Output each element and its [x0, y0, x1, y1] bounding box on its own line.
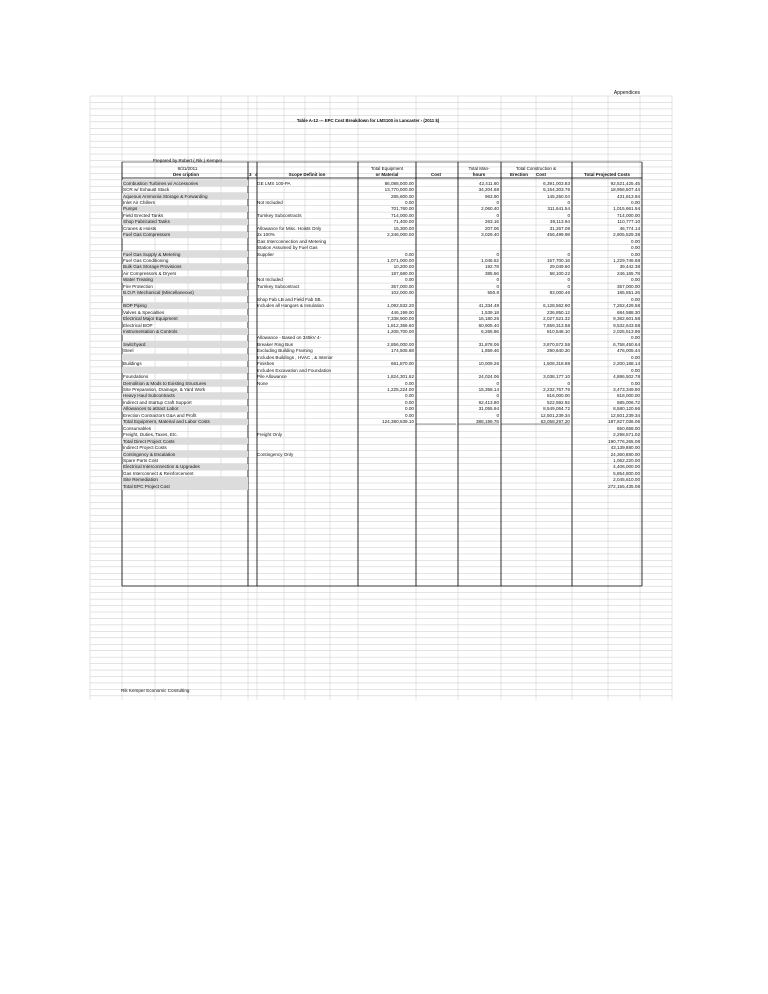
- row-manhours: 0: [496, 283, 499, 289]
- row-description: Air Compressors & Dryers: [123, 270, 177, 276]
- row-total-projected: 185,551.26: [617, 290, 640, 296]
- row-equipment-cost: 0.00: [405, 199, 414, 205]
- prepared-by: Prepared by Robert ( Rik ) Kemper: [152, 158, 223, 163]
- row-total-projected: 0.00: [631, 380, 640, 386]
- row-construction-cost: 3,038,177.10: [543, 374, 570, 380]
- row-construction-cost: 83,000.46: [549, 290, 570, 296]
- row-total-projected: 5,854,800.00: [613, 470, 640, 476]
- row-construction-cost: 29,049.60: [549, 264, 570, 270]
- row-total-projected: 4,406,000.00: [613, 464, 640, 470]
- row-equipment-cost: 124,380,539.10: [382, 419, 414, 425]
- row-total-projected: 0.00: [631, 245, 640, 251]
- row-equipment-cost: 0.00: [405, 277, 414, 283]
- row-manhours: 6,265.86: [481, 328, 499, 334]
- row-description: Pumps: [123, 206, 138, 212]
- row-equipment-cost: 1,092,532.20: [387, 303, 414, 309]
- row-equipment-cost: 446,199.00: [391, 309, 414, 315]
- row-equipment-cost: 285,600.00: [391, 193, 414, 199]
- row-total-projected: 3,473,349.90: [613, 387, 640, 392]
- row-description: Fire Protection: [123, 283, 153, 289]
- row-description: Erection Contractors G&A and Profit: [123, 412, 197, 418]
- row-equipment-cost: 71,400.00: [393, 219, 414, 225]
- row-construction-cost: 157,700.16: [547, 258, 570, 263]
- row-manhours: 2,060.40: [481, 206, 499, 212]
- row-shading: [122, 367, 248, 373]
- row-equipment-cost: 102,000.00: [391, 290, 414, 296]
- row-description: Field Erected Tanks: [123, 212, 164, 218]
- row-description: Total Direct Project Costs: [123, 438, 175, 444]
- row-equipment-cost: 701,760.00: [391, 206, 414, 212]
- row-construction-cost: 0: [567, 251, 570, 257]
- row-equipment-cost: 7,338,900.00: [387, 316, 414, 322]
- row-equipment-cost: 0.00: [405, 393, 414, 399]
- row-total-projected: 2,298,571.02: [613, 432, 640, 438]
- row-scope: GE LMS 100-PA: [257, 180, 291, 186]
- row-manhours: 207.06: [484, 225, 499, 231]
- row-scope: Contingency Only: [257, 451, 294, 457]
- row-total-projected: 92,521,425.45: [610, 180, 640, 186]
- row-equipment-cost: 0.00: [405, 412, 414, 418]
- row-manhours: 42,411.60: [478, 180, 499, 186]
- row-description: Fuel Gas Conditioning: [123, 258, 169, 263]
- row-total-projected: 110,777.10: [617, 219, 640, 225]
- row-scope: Shop Fab LB and Field Fab SB.: [257, 296, 322, 302]
- row-total-projected: 2,200,188.14: [613, 361, 640, 367]
- row-scope: Allowance for Misc. Hoists Only: [257, 225, 322, 231]
- row-description: Heavy Haul Subcontracts: [123, 393, 175, 399]
- row-equipment-cost: 0.00: [405, 251, 414, 257]
- row-construction-cost: 456,499.98: [547, 232, 570, 238]
- row-description: Shop Fabricated Tanks: [123, 219, 170, 225]
- row-equipment-cost: 1,812,366.60: [387, 322, 414, 328]
- row-description: Electrical BOP: [123, 322, 153, 328]
- row-total-projected: 585,006.72: [617, 399, 640, 405]
- col-header-projected: Total Projected Costs: [584, 172, 630, 177]
- row-scope: Station Assumed by Fuel Gas: [257, 245, 318, 251]
- row-description: B.O.P. Mechanical (Miscellaneous): [123, 290, 194, 296]
- prepared-date: 8/31/2011: [177, 166, 198, 171]
- row-manhours: 192.78: [484, 264, 499, 270]
- row-manhours: 385.56: [484, 270, 499, 276]
- row-equipment-cost: 357,000.00: [391, 283, 414, 289]
- row-construction-cost: 0: [567, 277, 570, 283]
- row-description: Contingency & Escalation: [123, 451, 176, 457]
- row-manhours: 0: [496, 251, 499, 257]
- row-total-projected: 684,588.30: [617, 309, 640, 315]
- row-construction-cost: 145,250.04: [547, 193, 570, 199]
- row-description: Combustion Turbines w/ Accessories: [123, 180, 199, 186]
- row-scope: Breaker Ring Bus: [257, 341, 294, 347]
- row-description: Water Treating: [123, 277, 153, 283]
- row-manhours: 0: [496, 212, 499, 218]
- row-description: SCR w/ Exhaust Stack: [123, 187, 170, 193]
- row-manhours: 0: [496, 277, 499, 283]
- row-construction-cost: 816,000.00: [547, 393, 570, 399]
- row-total-projected: 187,827,036.06: [608, 419, 640, 425]
- page-title: Table A-12 --- EPC Cost Breakdown for LMS100 in Lancaster - (2011 $): [296, 118, 440, 123]
- row-construction-cost: 8,549,064.72: [543, 406, 570, 412]
- row-construction-cost: 2,027,521.32: [543, 316, 570, 322]
- row-scope: Supplier: [257, 251, 274, 257]
- row-equipment-cost: 0.00: [405, 406, 414, 412]
- row-construction-cost: 3,870,572.58: [543, 341, 570, 347]
- row-construction-cost: 522,592.92: [547, 399, 570, 405]
- row-total-projected: 6,758,450.64: [613, 341, 640, 347]
- row-total-projected: 272,155,435.08: [608, 483, 640, 489]
- row-total-projected: 0.00: [631, 251, 640, 257]
- row-total-projected: 0.00: [631, 296, 640, 302]
- row-description: Buildings: [123, 361, 142, 367]
- row-total-projected: 650,658.00: [617, 425, 640, 431]
- row-manhours: 1,539.18: [481, 309, 499, 315]
- row-total-projected: 18,956,507.44: [610, 187, 640, 193]
- row-equipment-cost: 1,071,000.00: [387, 258, 414, 263]
- row-description: Indirect Project Costs: [123, 445, 167, 451]
- row-shading: [122, 354, 248, 360]
- row-scope: Pile Allowance: [257, 374, 287, 380]
- row-total-projected: 12,501,239.34: [610, 412, 640, 418]
- row-description: Valves & Specialties: [123, 309, 165, 315]
- row-scope: Gas Interconnection and Metering: [257, 238, 327, 244]
- row-description: Spare Parts Cost: [123, 457, 158, 463]
- row-total-projected: 0.00: [631, 354, 640, 360]
- row-total-projected: 39,442.38: [619, 264, 640, 270]
- col-header-manhours-top: Total Man-: [468, 166, 490, 171]
- row-description: Foundations: [123, 374, 149, 380]
- row-scope: Freight Only: [257, 432, 283, 438]
- row-description: Indirect and Startup Craft Support: [123, 399, 192, 405]
- row-total-projected: 8,580,120.66: [613, 406, 640, 412]
- row-total-projected: 246,165.78: [617, 270, 640, 276]
- row-construction-cost: 0: [567, 283, 570, 289]
- row-scope: None: [257, 380, 268, 386]
- row-description: Switchyard: [123, 341, 146, 347]
- row-equipment-cost: 0.00: [405, 399, 414, 405]
- row-total-projected: 0.00: [631, 199, 640, 205]
- row-manhours: 1,046.52: [481, 258, 499, 263]
- col-header-description: Des cription: [172, 172, 199, 177]
- row-manhours: 1,859.46: [481, 348, 499, 354]
- col-header-cost: Cost: [431, 172, 441, 177]
- row-total-projected: 431,813.94: [617, 193, 640, 199]
- row-total-projected: 9,382,601.58: [613, 316, 640, 322]
- row-equipment-cost: 681,870.00: [391, 361, 414, 367]
- row-total-projected: 0.00: [631, 238, 640, 244]
- row-scope: Allowance - Based on 345kV 4-: [257, 335, 322, 341]
- row-manhours: 263.16: [484, 219, 499, 225]
- row-total-projected: 46,774.14: [619, 225, 640, 231]
- row-equipment-cost: 15,300.00: [393, 225, 414, 231]
- row-manhours: 0: [496, 412, 499, 418]
- row-construction-cost: 63,058,297.20: [540, 419, 570, 425]
- row-manhours: 963.90: [484, 193, 499, 199]
- appendices-label: Appendices: [613, 90, 640, 96]
- row-equipment-cost: 174,505.68: [391, 348, 414, 354]
- row-construction-cost: 58,100.22: [549, 270, 570, 276]
- row-total-projected: 816,000.00: [617, 393, 640, 399]
- row-manhours: 62,413.80: [478, 399, 499, 405]
- row-total-projected: 7,262,429.58: [613, 303, 640, 309]
- footer-company: Rik Kemper Economic Consulting: [121, 688, 190, 693]
- row-manhours: 16,180.26: [478, 316, 499, 322]
- row-equipment-cost: 13,770,000.00: [384, 187, 414, 193]
- row-scope: Includes Buildings , HVAC , & Interior: [257, 354, 333, 360]
- row-total-projected: 0.00: [631, 335, 640, 341]
- row-manhours: 3,029.40: [481, 232, 499, 238]
- row-construction-cost: 6,391,003.83: [543, 180, 570, 186]
- row-scope: Not Included: [257, 199, 283, 205]
- row-description: Electrical Major Equipment: [123, 316, 178, 322]
- row-construction-cost: 31,267.08: [549, 225, 570, 231]
- row-construction-cost: 12,501,239.34: [540, 412, 570, 418]
- row-equipment-cost: 86,088,000.00: [384, 180, 414, 186]
- row-construction-cost: 290,640.30: [547, 348, 570, 354]
- row-total-projected: 0.00: [631, 367, 640, 373]
- row-description: Allowances to attract Labor: [123, 406, 179, 412]
- row-description: Inlet Air Chillers: [123, 199, 155, 205]
- row-manhours: 31,055.94: [478, 406, 499, 412]
- row-description: Cranes & Hoists: [123, 225, 157, 231]
- col-header-qty2: 4: [255, 172, 258, 177]
- row-construction-cost: 810,548.10: [547, 328, 570, 334]
- row-equipment-cost: 10,200.00: [393, 264, 414, 270]
- row-construction-cost: 5,154,303.76: [543, 187, 570, 193]
- row-scope: Not Included: [257, 277, 283, 283]
- row-manhours: 31,878.06: [478, 341, 499, 347]
- col-header-manhours-bottom: hours: [472, 172, 486, 177]
- row-total-projected: 9,532,643.58: [613, 322, 640, 328]
- row-total-projected: 190,776,265.08: [608, 438, 640, 444]
- row-construction-cost: 0: [567, 212, 570, 218]
- row-total-projected: 357,000.00: [617, 283, 640, 289]
- row-manhours: 0: [496, 393, 499, 399]
- row-manhours: 10,009.26: [478, 361, 499, 367]
- row-description: Fuel Gas Supply & Metering: [123, 251, 181, 257]
- row-scope: 2x 100%: [257, 232, 275, 238]
- col-header-equipment-top: Total Equipment: [370, 166, 404, 171]
- row-total-projected: 2,025,513.96: [613, 328, 640, 334]
- row-construction-cost: 1,508,318.88: [543, 361, 570, 367]
- row-equipment-cost: 1,824,301.62: [387, 374, 414, 380]
- row-equipment-cost: 2,346,000.00: [387, 232, 414, 238]
- row-manhours: 24,024.06: [478, 374, 499, 380]
- row-manhours: 0: [496, 380, 499, 386]
- row-description: Demolition & Mods to Existing Structures: [123, 380, 207, 386]
- row-description: Instrumentation & Controls: [123, 328, 178, 334]
- row-equipment-cost: 2,856,000.00: [387, 341, 414, 347]
- row-construction-cost: 6,128,562.90: [543, 303, 570, 309]
- row-description: BOP Piping: [123, 303, 147, 309]
- row-description: Total Equipment, Material and Labor Costs: [123, 419, 210, 425]
- row-scope: Turnkey Subcontract: [257, 283, 300, 289]
- row-equipment-cost: 0.00: [405, 380, 414, 386]
- row-manhours: 60,905.40: [478, 322, 499, 328]
- row-construction-cost: 39,113.94: [549, 219, 570, 225]
- row-total-projected: 1,015,661.94: [613, 206, 640, 212]
- row-manhours: 388,199.76: [476, 419, 499, 425]
- row-total-projected: 476,005.44: [617, 348, 640, 354]
- row-construction-cost: 2,232,767.76: [543, 387, 570, 392]
- row-scope: Finishes: [257, 361, 275, 367]
- row-description: Site Preparation, Drainage, & Yard Work: [123, 387, 206, 392]
- row-construction-cost: 0: [567, 380, 570, 386]
- row-equipment-cost: 187,680.00: [391, 270, 414, 276]
- row-description: Fuel Gas Compressors: [123, 232, 171, 238]
- row-total-projected: 24,360,880.00: [610, 451, 640, 457]
- row-total-projected: 1,229,746.68: [613, 258, 640, 263]
- row-scope: Turnkey Subcontracts: [257, 212, 302, 218]
- row-total-projected: 1,062,220.00: [613, 457, 640, 463]
- row-total-projected: 4,886,502.78: [613, 374, 640, 380]
- row-manhours: 0: [496, 199, 499, 205]
- col-header-scope: Scope Definit ion: [288, 172, 326, 177]
- col-header-equipment-bottom: or Material: [375, 172, 399, 177]
- row-equipment-cost: 1,225,224.00: [387, 387, 414, 392]
- row-description: Steel: [123, 348, 134, 354]
- row-manhours: 550.8: [487, 290, 499, 296]
- col-header-construction-top: Total Construction &: [515, 166, 557, 171]
- row-scope: Excluding Building Framing: [257, 348, 313, 354]
- row-scope: Includes all Hangars & Insulation: [257, 303, 324, 309]
- row-construction-cost: 311,641.54: [547, 206, 570, 212]
- row-description: Electrical Interconnection & Upgrades: [123, 464, 200, 470]
- row-total-projected: 714,000.00: [617, 212, 640, 218]
- row-description: Consumables: [123, 425, 152, 431]
- row-equipment-cost: 714,000.00: [391, 212, 414, 218]
- row-description: Total EPC Project Cost: [123, 483, 170, 489]
- row-description: Site Remediation: [123, 477, 158, 483]
- row-total-projected: 2,805,529.38: [613, 232, 640, 238]
- row-total-projected: 43,139,880.00: [610, 445, 640, 451]
- row-total-projected: 2,045,610.00: [613, 477, 640, 483]
- row-total-projected: 0.00: [631, 277, 640, 283]
- row-equipment-cost: 1,208,700.00: [387, 328, 414, 334]
- row-manhours: 41,334.48: [478, 303, 499, 309]
- col-header-erection: Erection: [510, 172, 529, 177]
- row-construction-cost: 0: [567, 199, 570, 205]
- row-manhours: 15,358.14: [478, 387, 499, 392]
- row-description: Bulk Gas Storage Provisions: [123, 264, 182, 270]
- col-header-construction-cost: Cost: [536, 172, 546, 177]
- row-construction-cost: 236,850.12: [547, 309, 570, 315]
- row-scope: Includes Excavation and Foundation: [257, 367, 332, 373]
- row-description: Freight, Duties, Taxes, Etc.: [123, 432, 178, 438]
- row-description: Gas Interconnect & Reinforcement: [123, 470, 194, 476]
- row-construction-cost: 7,659,313.58: [543, 322, 570, 328]
- row-description: Aqueous Ammonia Storage & Forwarding: [123, 193, 208, 199]
- col-header-qty: 3: [249, 172, 252, 177]
- row-manhours: 34,204.68: [478, 187, 499, 193]
